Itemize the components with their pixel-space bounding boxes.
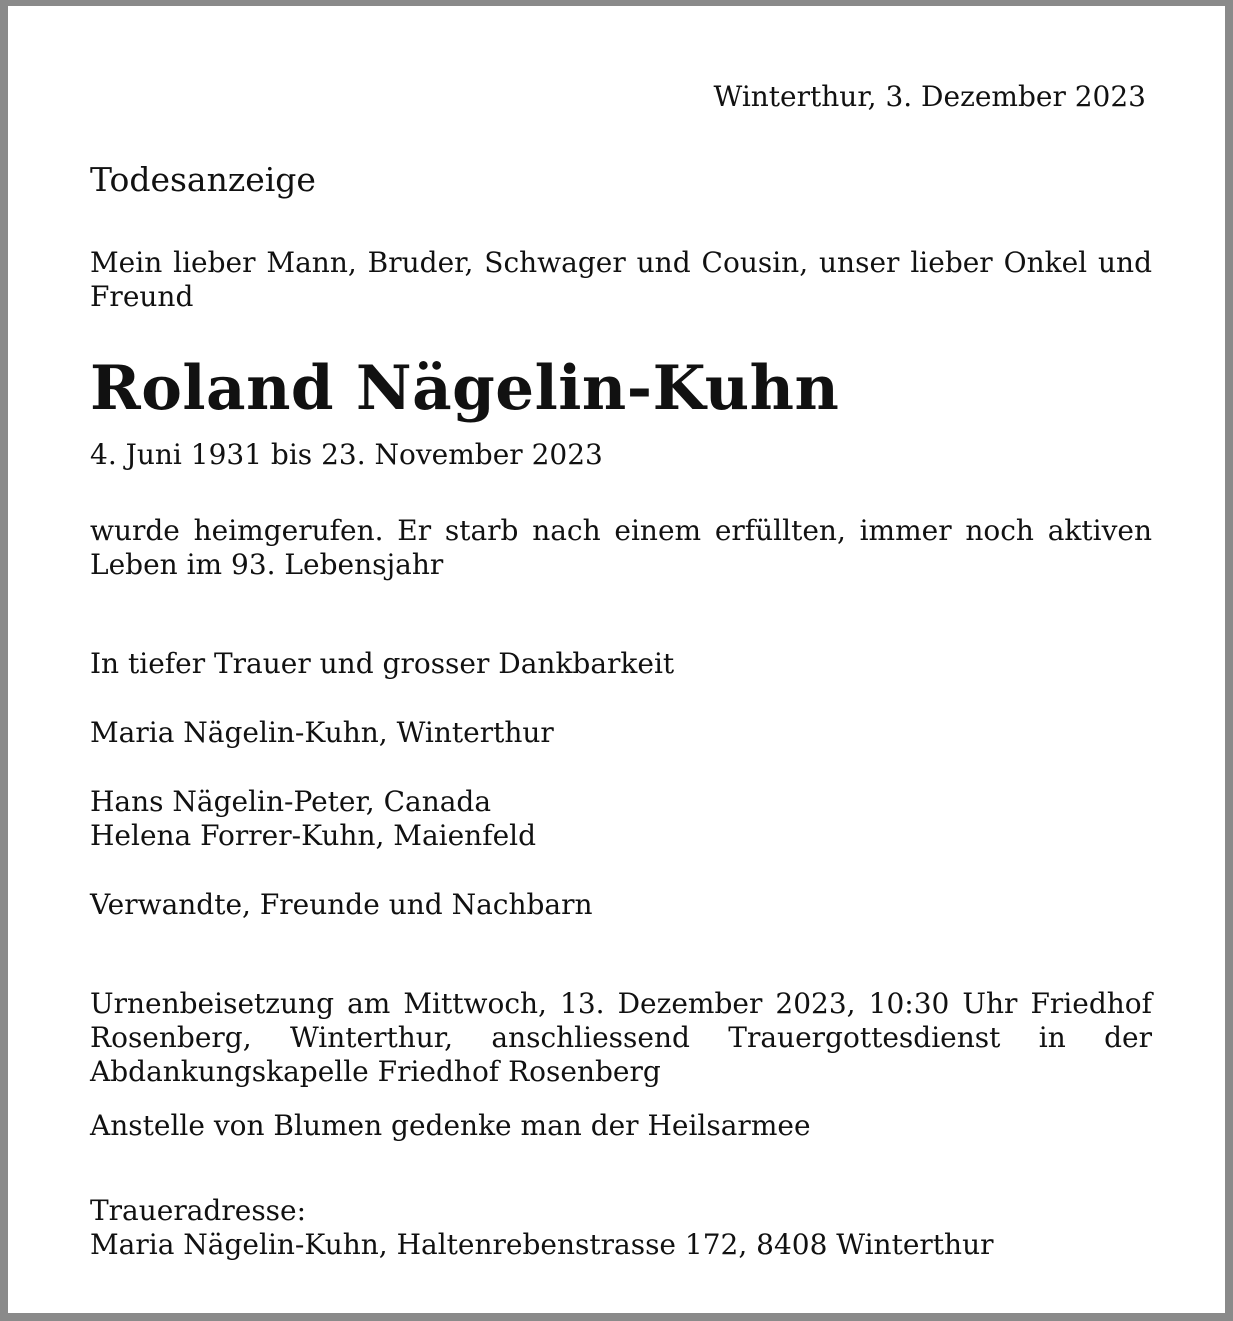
mourning-line: In tiefer Trauer und grosser Dankbarkeit xyxy=(90,647,675,680)
life-dates: 4. Juni 1931 bis 23. November 2023 xyxy=(90,438,603,471)
notice-page xyxy=(8,6,1225,1313)
address-line: Maria Nägelin-Kuhn, Haltenrebenstrasse 172, 8408 Winterthur xyxy=(90,1228,994,1261)
others-line: Verwandte, Freunde und Nachbarn xyxy=(90,888,593,921)
notice-heading: Todesanzeige xyxy=(90,160,316,199)
statement-text: wurde heimgerufen. Er starb nach einem erfüllten, immer noch aktiven Leben im 93. Lebensjahr xyxy=(90,514,1152,581)
deceased-name: Roland Nägelin-Kuhn xyxy=(90,353,840,424)
address-label: Traueradresse: xyxy=(90,1194,307,1227)
mourner-2: Hans Nägelin-Peter, Canada xyxy=(90,785,492,818)
ceremony-text: Urnenbeisetzung am Mittwoch, 13. Dezember 2023, 10:30 Uhr Friedhof Rosenberg, Winterthur, anschliessend Trauergottesdienst in der Abdankungskapelle Friedhof Rosenberg xyxy=(90,987,1152,1088)
intro-text: Mein lieber Mann, Bruder, Schwager und Cousin, unser lieber Onkel und Freund xyxy=(90,246,1152,313)
mourner-1: Maria Nägelin-Kuhn, Winterthur xyxy=(90,716,554,749)
flowers-line: Anstelle von Blumen gedenke man der Heilsarmee xyxy=(90,1109,811,1142)
mourner-3: Helena Forrer-Kuhn, Maienfeld xyxy=(90,819,537,852)
notice-date: Winterthur, 3. Dezember 2023 xyxy=(713,80,1146,113)
